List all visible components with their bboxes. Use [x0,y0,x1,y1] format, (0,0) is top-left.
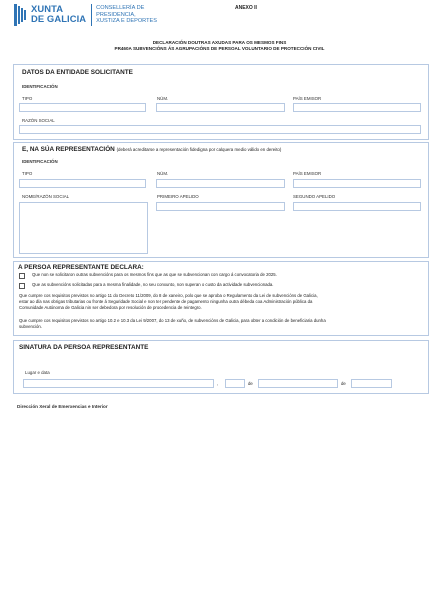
xunta-emblem-icon [14,4,28,26]
logo-line-2: DE GALICIA [31,13,87,24]
representation-nome-field[interactable] [19,202,148,254]
representation-identification-label: IDENTIFICACIÓN [22,159,58,164]
dept-line-1: CONSELLERÍA DE [96,5,145,11]
declaration-paragraph-2-line-1: Que cumpre cos requisitos previstos no artigo 10.2 e 10.3 da Lei 9/2007, do 13 de xuño, de subvencións de Galicia, para obter a condición de beneficiaria dunha [19,318,326,323]
representation-ap2-field[interactable] [293,202,421,211]
representation-num-field[interactable] [156,179,285,188]
logo-line-1: XUNTA [31,3,64,14]
document-title: DECLARACIÓN DOUTRAS AXUDAS PARA OS MESMOS FINS [152,40,287,45]
declaration-option-1-text: Que non se solicitaron outras subvencións para os mesmos fins que as que se subvencionan con cargo á convocatoria de 2025. [32,272,277,277]
entity-section [13,64,429,140]
entity-pais-field[interactable] [293,103,421,112]
declaration-option-1-checkbox[interactable] [19,273,25,279]
annex-label: ANEXO II [235,5,257,11]
signature-section-title: SINATURA DA PERSOA REPRESENTANTE [19,344,149,351]
representation-pais-label: PAÍS EMISOR [293,171,322,176]
signature-de-1: de [248,381,253,386]
document-subtitle: PR460A SUBVENCIÓNS ÁS AGRUPACIÓNS DE PERSOAL VOLUNTARIO DE PROTECCIÓN CIVIL [114,46,325,51]
declaration-paragraph-1-line-1: Que cumpre cos requisitos previstos no artigo 11 do Decreto 11/2009, do 8 de xaneiro, polo que se aproba o Regulamento da Lei de subvencións de Galicia, [19,293,318,298]
representation-ap2-label: SEGUNDO APELIDO [293,194,336,199]
entity-identification-label: IDENTIFICACIÓN [22,84,58,89]
representation-section-title [22,146,281,153]
representation-section [13,142,429,258]
representation-note: (deberá acreditarse a representación fidedigna por calquera medio válido en dereito) [116,147,282,152]
representation-tipo-label: TIPO [22,171,33,176]
logo-divider [91,4,92,26]
dept-line-3: XUSTIZA E DEPORTES [96,18,157,25]
signature-place-field[interactable] [23,379,214,388]
representation-num-label: NÚM. [157,171,169,176]
entity-pais-label: PAÍS EMISOR [293,96,322,101]
entity-razon-field[interactable] [19,125,421,134]
representation-title-text: E, NA SÚA REPRESENTACIÓN [22,146,115,153]
representation-nome-label: NOME/RAZÓN SOCIAL [22,194,70,199]
representation-ap1-label: PRIMEIRO APELIDO [157,194,199,199]
signature-day-field[interactable] [225,379,245,388]
declaration-option-2-checkbox[interactable] [19,283,25,289]
representation-pais-field[interactable] [293,179,421,188]
declaration-section [13,261,429,336]
signature-comma: , [217,381,219,386]
representation-ap1-field[interactable] [156,202,285,211]
signature-month-field[interactable] [258,379,338,388]
entity-tipo-field[interactable] [19,103,146,112]
entity-section-title: DATOS DA ENTIDADE SOLICITANTE [22,69,133,76]
declaration-paragraph-1-line-2: estar ao día nas obrigas tributarias ou fronte á Seguridade Social e non ter pendente de pagamento ningunha outra débeda coa Administración pública da [19,299,313,304]
entity-razon-label: RAZÓN SOCIAL [22,118,55,123]
signature-section [13,340,429,394]
signature-place-label: Lugar e data [25,370,50,375]
representation-tipo-field[interactable] [19,179,146,188]
declaration-section-title: A PERSOA REPRESENTANTE DECLARA: [18,264,144,271]
entity-num-label: NÚM. [157,96,169,101]
entity-num-field[interactable] [156,103,285,112]
header [14,4,434,30]
declaration-paragraph-2-line-2: subvención. [19,324,42,329]
entity-tipo-label: TIPO [22,96,33,101]
signature-year-field[interactable] [351,379,392,388]
footer-organization: Dirección Xeral de Emerxencias e Interior [17,404,108,409]
declaration-paragraph-1-line-3: Comunidade Autónoma de Galicia nin ser debedora por resolución de procedencia de reintegro. [19,305,202,310]
declaration-option-2-text: Que as subvencións solicitadas para a mesma finalidade, no seu conxunto, non superan o custo da actividade subvencionada. [32,282,274,287]
dept-line-2: PRESIDENCIA, [96,11,136,18]
signature-de-2: de [341,381,346,386]
xunta-logo [14,4,157,26]
